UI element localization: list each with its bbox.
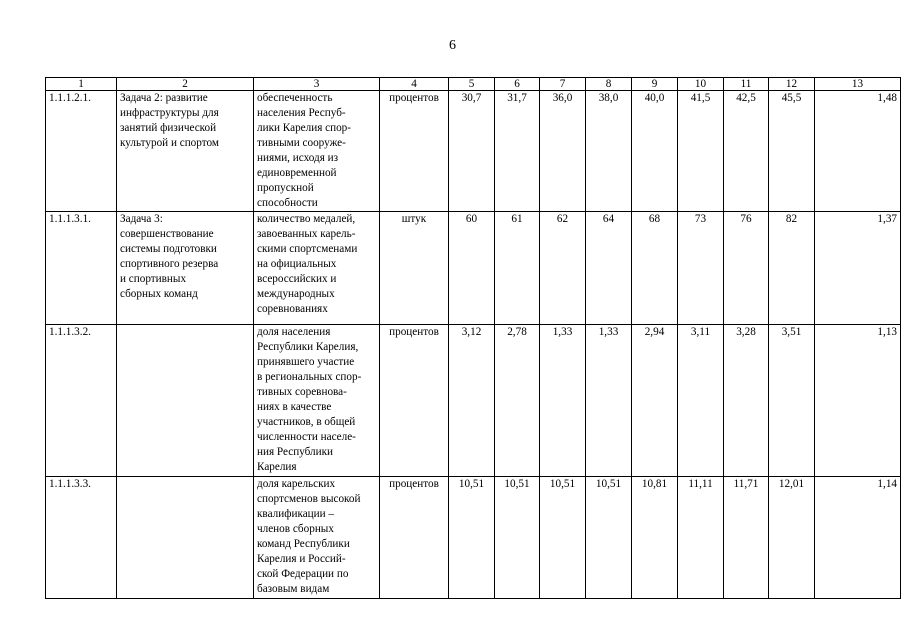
column-header: 8 [586, 78, 632, 91]
value-cell: 42,5 [724, 91, 769, 212]
indicator-line: лики Карелия спор- [257, 122, 352, 134]
indicator-line: квалификации – [257, 508, 335, 520]
value-cell: 76 [724, 212, 769, 325]
value-cell: 10,51 [495, 477, 540, 599]
task-line: совершенствование [120, 228, 214, 240]
table-row [46, 477, 901, 599]
task-cell [117, 477, 254, 599]
indicator-line: спортсменов высокой [257, 493, 361, 505]
task-cell [117, 212, 254, 325]
row-code: 1.1.1.2.1. [46, 91, 117, 212]
indicator-line: ниями, исходя из [257, 152, 339, 164]
unit-cell: процентов [380, 91, 449, 212]
value-cell: 45,5 [769, 91, 815, 212]
table-row [46, 212, 901, 325]
value-cell: 61 [495, 212, 540, 325]
task-line: инфраструктуры для [120, 107, 219, 119]
value-cell: 68 [632, 212, 678, 325]
indicator-line: пропускной [257, 182, 314, 194]
indicator-line: базовым видам [257, 583, 330, 595]
ratio-cell: 1,37 [815, 212, 901, 325]
table-row [46, 325, 901, 477]
value-cell: 73 [678, 212, 724, 325]
value-cell: 3,11 [678, 325, 724, 477]
task-line: системы подготовки [120, 243, 217, 255]
task-line: культурой и спортом [120, 137, 219, 149]
indicator-line: ской Федерации по [257, 568, 349, 580]
value-cell: 31,7 [495, 91, 540, 212]
ratio-cell: 1,14 [815, 477, 901, 599]
indicator-line: численности населе- [257, 431, 356, 443]
value-cell: 38,0 [586, 91, 632, 212]
value-cell: 30,7 [449, 91, 495, 212]
indicator-line: доля населения [257, 326, 331, 338]
task-line: занятий физической [120, 122, 217, 134]
task-line: Задача 2: развитие [120, 92, 208, 104]
value-cell: 12,01 [769, 477, 815, 599]
column-header: 2 [117, 78, 254, 91]
indicator-line: скими спортсменами [257, 243, 358, 255]
task-cell [117, 91, 254, 212]
task-cell [117, 325, 254, 477]
indicator-cell [254, 212, 380, 325]
unit-cell: штук [380, 212, 449, 325]
indicator-line: Карелия [257, 461, 297, 473]
indicator-line: Республики Карелия, [257, 341, 359, 353]
indicator-line: Карелия и Россий- [257, 553, 346, 565]
value-cell: 11,71 [724, 477, 769, 599]
value-cell: 36,0 [540, 91, 586, 212]
indicator-line: в региональных спор- [257, 371, 362, 383]
task-line: сборных команд [120, 288, 198, 300]
column-header: 11 [724, 78, 769, 91]
column-header: 10 [678, 78, 724, 91]
column-header: 5 [449, 78, 495, 91]
row-code: 1.1.1.3.2. [46, 325, 117, 477]
indicator-cell [254, 325, 380, 477]
row-code: 1.1.1.3.3. [46, 477, 117, 599]
indicator-line: ниях в качестве [257, 401, 332, 413]
value-cell: 62 [540, 212, 586, 325]
indicator-cell [254, 477, 380, 599]
value-cell: 10,51 [449, 477, 495, 599]
value-cell: 82 [769, 212, 815, 325]
value-cell: 10,51 [586, 477, 632, 599]
column-header: 13 [815, 78, 901, 91]
column-header: 6 [495, 78, 540, 91]
unit-cell: процентов [380, 325, 449, 477]
column-header: 3 [254, 78, 380, 91]
indicator-line: всероссийских и [257, 273, 337, 285]
value-cell: 1,33 [540, 325, 586, 477]
table-row [46, 91, 901, 212]
indicator-line: участников, в общей [257, 416, 356, 428]
task-line: и спортивных [120, 273, 187, 285]
indicator-line: способности [257, 197, 318, 209]
page-number: 6 [449, 38, 456, 53]
value-cell: 3,51 [769, 325, 815, 477]
value-cell: 1,33 [586, 325, 632, 477]
indicator-line: международных [257, 288, 335, 300]
column-header: 4 [380, 78, 449, 91]
ratio-cell: 1,13 [815, 325, 901, 477]
indicator-line: команд Республики [257, 538, 350, 550]
column-header: 1 [46, 78, 117, 91]
value-cell: 10,81 [632, 477, 678, 599]
value-cell: 64 [586, 212, 632, 325]
unit-cell: процентов [380, 477, 449, 599]
indicator-cell [254, 91, 380, 212]
indicator-line: населения Респуб- [257, 107, 346, 119]
indicator-line: завоеванных карель- [257, 228, 356, 240]
indicator-line: доля карельских [257, 478, 336, 490]
value-cell: 3,28 [724, 325, 769, 477]
column-header: 12 [769, 78, 815, 91]
indicator-line: количество медалей, [257, 213, 356, 225]
value-cell: 10,51 [540, 477, 586, 599]
value-cell: 11,11 [678, 477, 724, 599]
value-cell: 3,12 [449, 325, 495, 477]
indicator-line: единовременной [257, 167, 337, 179]
indicator-line: тивными сооруже- [257, 137, 346, 149]
value-cell: 2,94 [632, 325, 678, 477]
value-cell: 2,78 [495, 325, 540, 477]
row-code: 1.1.1.3.1. [46, 212, 117, 325]
value-cell: 60 [449, 212, 495, 325]
value-cell: 40,0 [632, 91, 678, 212]
header-row [46, 78, 901, 91]
task-line: спортивного резерва [120, 258, 219, 270]
task-line: Задача 3: [120, 213, 163, 225]
value-cell: 41,5 [678, 91, 724, 212]
indicator-line: обеспеченность [257, 92, 333, 104]
indicator-line: членов сборных [257, 523, 334, 535]
indicator-line: принявшего участие [257, 356, 355, 368]
column-header: 7 [540, 78, 586, 91]
ratio-cell: 1,48 [815, 91, 901, 212]
column-header: 9 [632, 78, 678, 91]
indicators-table [45, 77, 901, 599]
indicator-line: соревнованиях [257, 303, 328, 315]
indicator-line: ния Республики [257, 446, 334, 458]
indicator-line: на официальных [257, 258, 337, 270]
indicator-line: тивных соревнова- [257, 386, 347, 398]
